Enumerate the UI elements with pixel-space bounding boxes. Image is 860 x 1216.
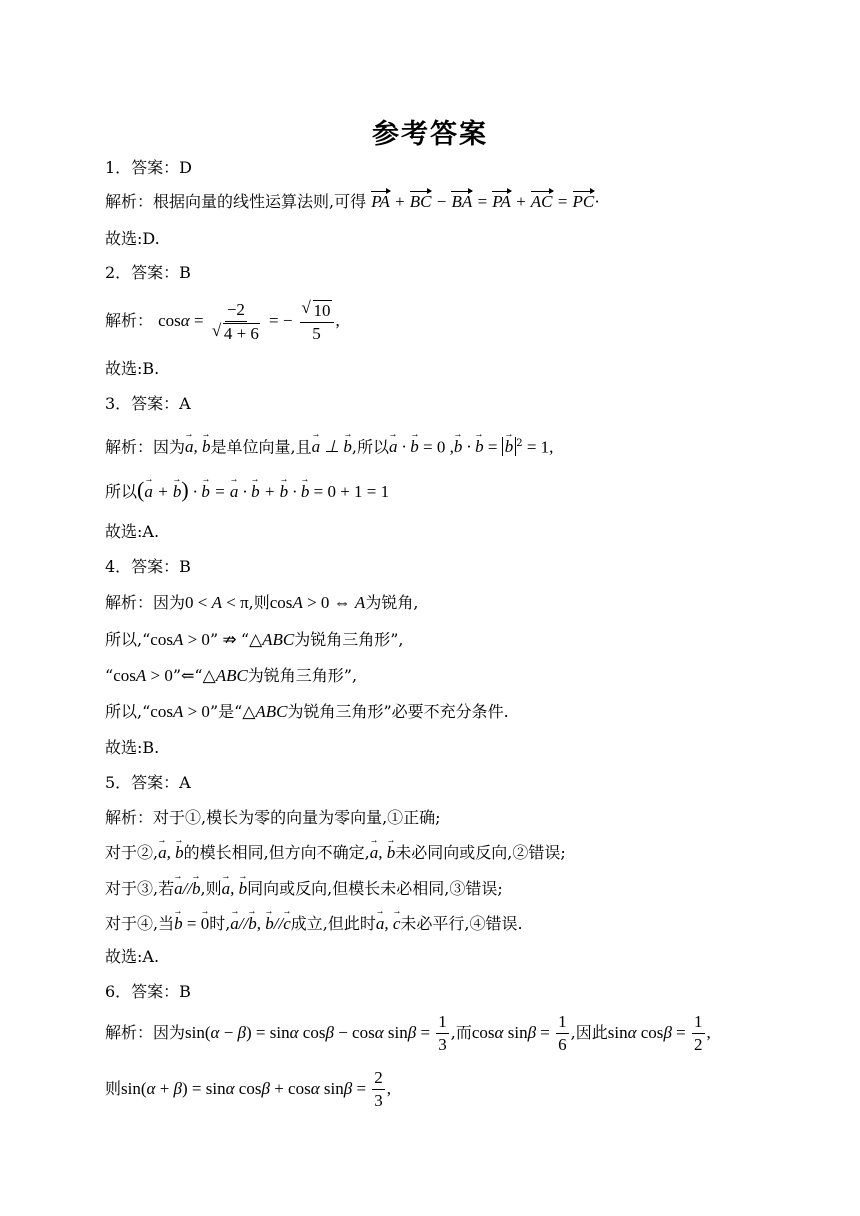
q4-line4: 所以,“cosA > 0”是“△ABC为锐角三角形”必要不充分条件.	[105, 702, 509, 721]
q5-line4: 对于④,当→ b = → 0时,→ a//→ b, → b//→ c成立,但此时→ a, → c未必平行,④错误.	[105, 912, 523, 936]
q6-explanation: 解析：因为sin(α − β) = sinα cosβ − cosα sinβ = $\frac{1}{3}$ ,而cosα sinβ = $\frac{1}{6}$ ,因此sinα cosβ = $\frac{1}{2}$ ,	[105, 1012, 711, 1054]
q4-line3: “cosA > 0”⇐“△ABC为锐角三角形”,	[105, 666, 358, 685]
q2-answer: 2．答案：B	[105, 263, 191, 282]
q5-answer: 5．答案：A	[105, 773, 191, 792]
q6-answer: 6．答案：B	[105, 982, 191, 1001]
q4-choice: 故选:B.	[105, 738, 160, 757]
q1-answer: 1．答案：D	[105, 158, 193, 177]
q6-derivation: 则sin(α + β) = sinα cosβ + cosα sinβ = $\frac{2}{3}$ ,	[105, 1068, 392, 1110]
page-title: 参考答案	[372, 119, 488, 150]
q5-choice: 故选:A.	[105, 947, 160, 966]
q3-choice: 故选:A.	[105, 522, 160, 541]
q3-derivation: 所以(→ a + → b) · → b = → a · → b + → b · → b = 0 + 1 = 1	[105, 478, 389, 504]
q3-explanation: 解析：因为→ a, → b是单位向量,且→ a ⊥ → b,所以→ a · → b = 0 ,→ b · → b = → b $^2$ = 1,	[105, 432, 553, 459]
q3-answer: 3．答案：A	[105, 394, 191, 413]
q1-explanation: 解析：根据向量的线性运算法则,可得 PA + BC − BA = PA + AC = PC·	[105, 190, 600, 214]
q5-line1: 解析：对于①,模长为零的向量为零向量,①正确;	[105, 808, 441, 827]
q5-line2: 对于②,→ a, → b的模长相同,但方向不确定,→ a, → b未必同向或反向,②错误;	[105, 841, 566, 865]
q1-choice: 故选:D.	[105, 229, 160, 248]
q4-line2: 所以,“cosA > 0” ⇏ “△ABC为锐角三角形”,	[105, 630, 404, 649]
q5-line3: 对于③,若→ a//→ b,则→ a, → b同向或反向,但模长未必相同,③错误;	[105, 877, 503, 901]
q2-explanation: 解析： cosα = −2 √ 4 + 6 = − √ $\frac{10}{5}$ ,	[105, 297, 340, 345]
q4-explanation: 解析：因为0 < A < π,则cosA > 0 ⇔ A为锐角,	[105, 593, 419, 612]
q4-answer: 4．答案：B	[105, 557, 191, 576]
q2-choice: 故选:B.	[105, 359, 160, 378]
